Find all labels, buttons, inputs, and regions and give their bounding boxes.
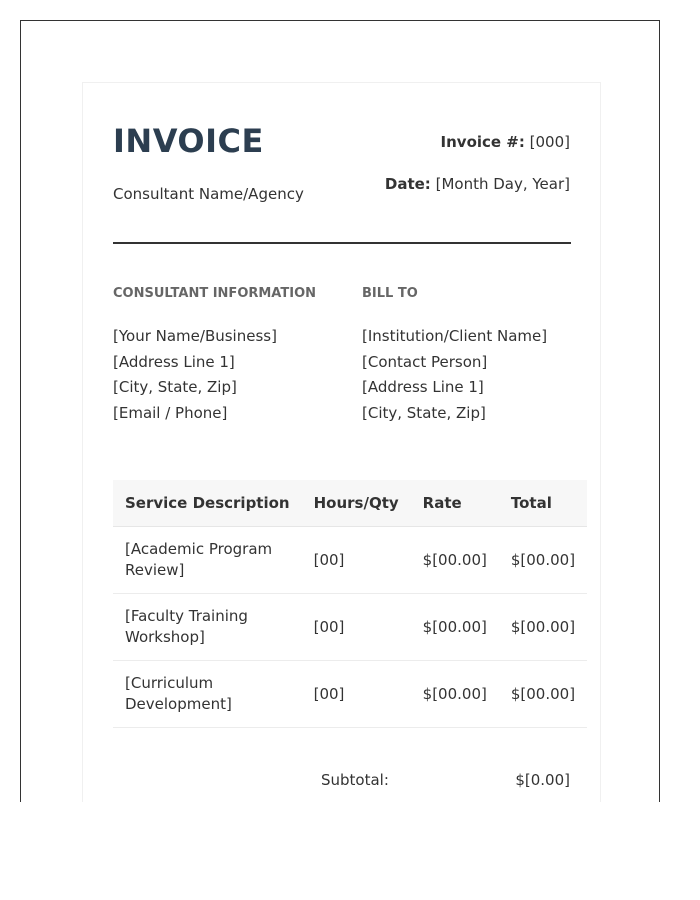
invoice-page — [82, 82, 601, 802]
consultant-contact-line: [Email / Phone] — [113, 403, 228, 422]
total-cell: $[00.00] — [499, 661, 587, 728]
consultant-city-line: [City, State, Zip] — [113, 378, 237, 396]
header-service-description: Service Description — [113, 480, 302, 527]
hours-cell: [00] — [302, 661, 411, 728]
consultant-name-line: [Your Name/Business] — [113, 327, 277, 345]
header-hours-qty: Hours/Qty — [302, 480, 411, 527]
subtotal-value: $[0.00] — [515, 771, 570, 789]
table-row — [113, 661, 587, 728]
client-city-line: [City, State, Zip] — [362, 403, 486, 422]
service-description-cell: [Faculty Training Workshop] — [113, 594, 302, 661]
header-total: Total — [499, 480, 587, 527]
client-name-line: [Institution/Client Name] — [362, 327, 548, 345]
invoice-date — [385, 173, 570, 195]
rate-cell: $[00.00] — [411, 527, 499, 594]
invoice-date-label: Date: — [384, 175, 431, 193]
header-rate: Rate — [411, 480, 499, 527]
invoice-title: INVOICE — [113, 122, 264, 160]
hours-cell: [00] — [302, 527, 411, 594]
total-cell: $[00.00] — [499, 594, 587, 661]
bill-to-block — [362, 285, 547, 426]
hours-cell: [00] — [302, 594, 411, 661]
service-description-cell: [Academic Program Review] — [113, 527, 302, 594]
rate-cell: $[00.00] — [411, 661, 499, 728]
services-table — [113, 480, 587, 728]
invoice-date-value: [Month Day, Year] — [435, 175, 570, 193]
service-description-cell: [Curriculum Development] — [113, 661, 302, 728]
document-frame — [20, 20, 660, 802]
total-cell: $[00.00] — [499, 527, 587, 594]
consultant-address-line: [Address Line 1] — [113, 352, 235, 371]
subtotal-label: Subtotal: — [321, 771, 389, 789]
invoice-number-value: [000] — [529, 133, 570, 151]
invoice-number-label: Invoice #: — [440, 133, 525, 151]
client-address-line: [Address Line 1] — [362, 378, 484, 396]
consultant-info-block — [113, 285, 316, 426]
consultant-info-heading: CONSULTANT INFORMATION — [113, 286, 316, 301]
table-header-row — [113, 480, 587, 527]
client-contact-line: [Contact Person] — [362, 352, 488, 371]
bill-to-heading: BILL TO — [362, 286, 418, 301]
rate-cell: $[00.00] — [411, 594, 499, 661]
invoice-number — [441, 131, 570, 153]
consultant-name: Consultant Name/Agency — [113, 185, 304, 203]
table-row — [113, 594, 587, 661]
header-divider — [113, 242, 571, 244]
table-row — [113, 527, 587, 594]
